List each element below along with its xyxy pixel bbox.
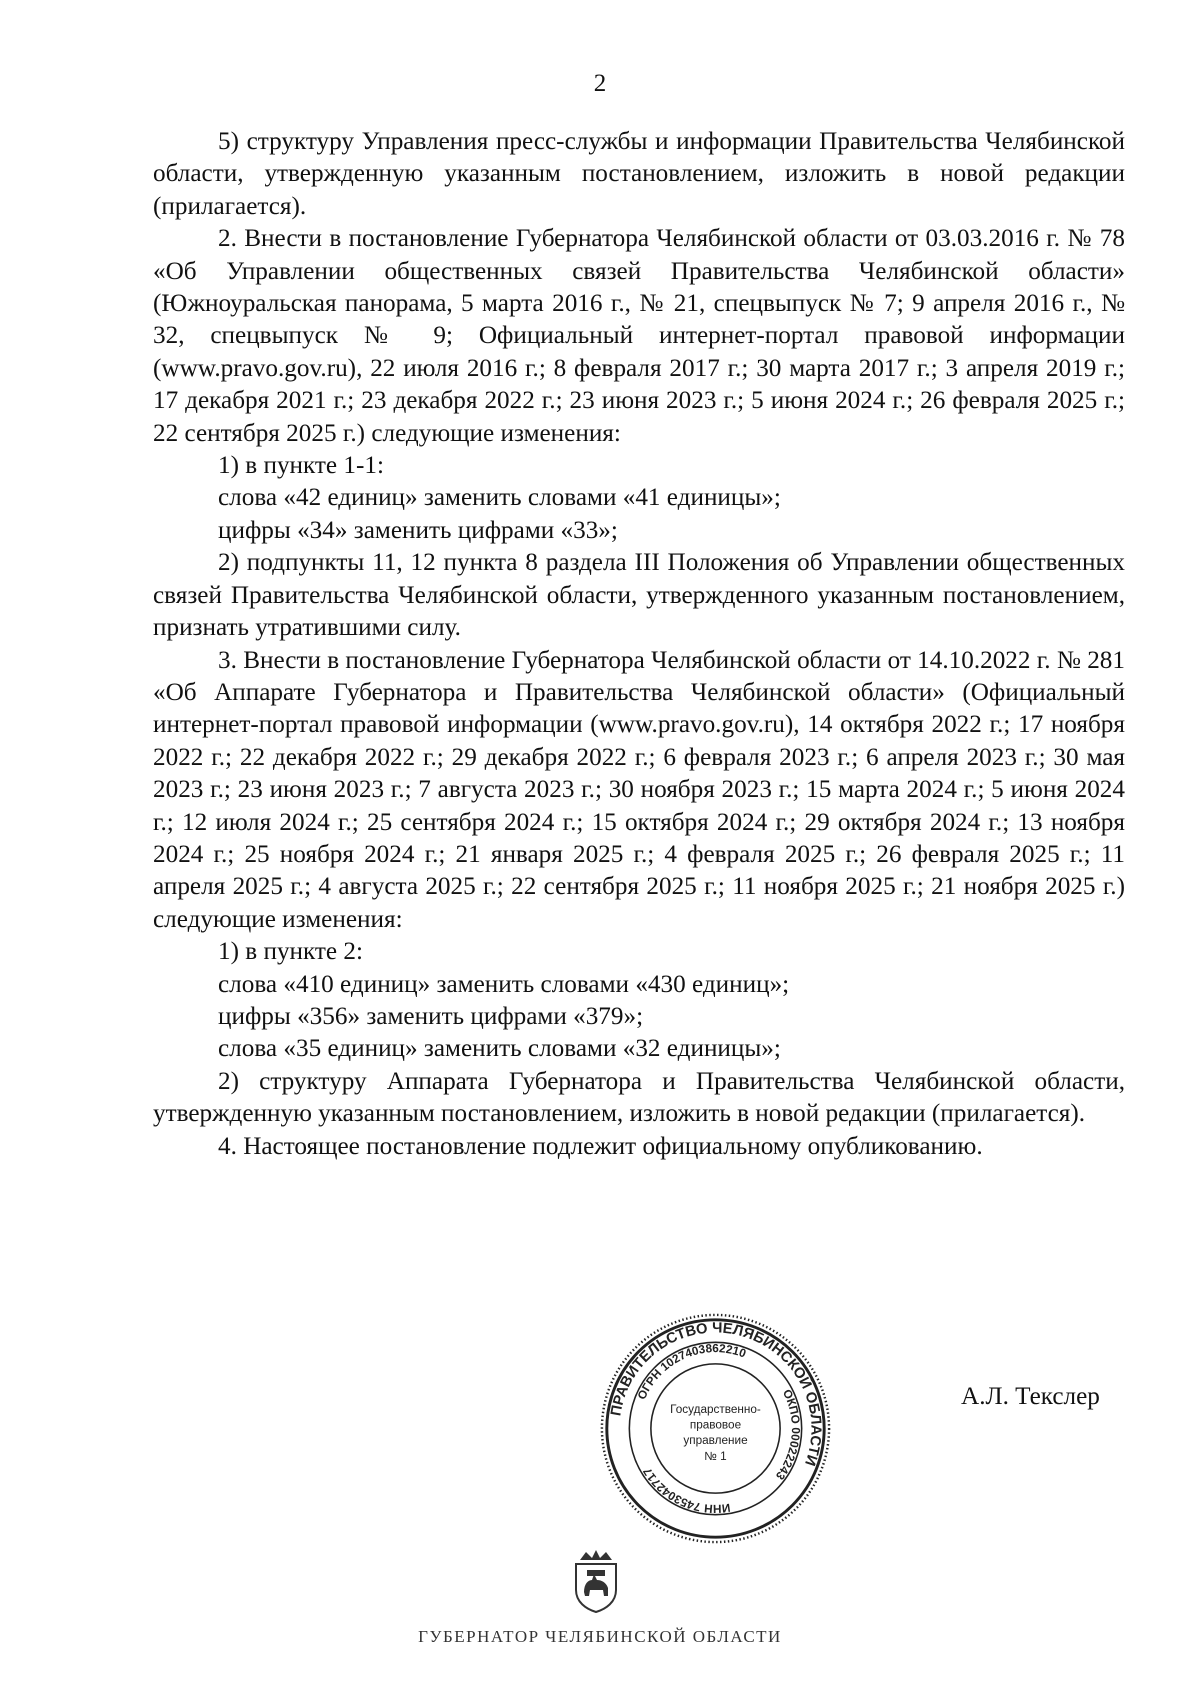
official-seal-icon (598, 1311, 833, 1546)
seal-inn: ИНН 7453042717 (640, 1465, 732, 1515)
signer-name: А.Л. Текслер (961, 1383, 1100, 1410)
paragraph: 3. Внести в постановление Губернатора Челябинской области от 14.10.2022 г. № 281 «Об Аппарате Губернатора и Правительства Челябинской области» (Официальный интернет-портал правовой информации (www.pravo.gov.ru), 14 октября 2022 г.; 17 ноября 2022 г.; 22 декабря 2022 г.; 29 декабря 2022 г.; 6 февраля 2023 г.; 6 апреля 2023 г.; 30 мая 2023 г.; 23 июня 2023 г.; 7 августа 2023 г.; 30 ноября 2023 г.; 15 марта 2024 г.; 5 июня 2024 г.; 12 июля 2024 г.; 25 сентября 2024 г.; 15 октября 2024 г.; 29 октября 2024 г.; 13 ноября 2024 г.; 25 ноября 2024 г.; 21 января 2025 г.; 4 февраля 2025 г.; 26 февраля 2025 г.; 11 апреля 2025 г.; 4 августа 2025 г.; 22 сентября 2025 г.; 11 ноября 2025 г.; 21 ноября 2025 г.) следующие изменения: (153, 646, 1125, 933)
paragraph: цифры «356» заменить цифрами «379»; (218, 1002, 644, 1030)
svg-text:ОГРН 1027403862210 (635, 1342, 748, 1402)
paragraph: 2. Внести в постановление Губернатора Челябинской области от 03.03.2016 г. № 78 «Об Управлении общественных связей Правительства Челябинской области» (Южноуральская панорама, 5 марта 2016 г., № 21, спецвыпуск № 7; 9 апреля 2016 г., № 32, спецвыпуск № 9; Официальный интернет-портал правовой информации (www.pravo.gov.ru), 22 июля 2016 г.; 8 февраля 2017 г.; 30 марта 2017 г.; 3 апреля 2019 г.; 17 декабря 2021 г.; 23 декабря 2022 г.; 23 июня 2023 г.; 5 июня 2024 г.; 26 февраля 2025 г.; 22 сентября 2025 г.) следующие изменения: (153, 225, 1125, 447)
document-body (153, 126, 1125, 1163)
seal-center-line: № 1 (704, 1449, 727, 1463)
footer-title: ГУБЕРНАТОР ЧЕЛЯБИНСКОЙ ОБЛАСТИ (418, 1627, 782, 1646)
paragraph: 1) в пункте 1-1: (218, 452, 384, 480)
paragraph: 5) структуру Управления пресс-службы и информации Правительства Челябинской области, утвержденную указанным постановлением, изложить в новой редакции (прилагается). (153, 128, 1125, 220)
paragraph: цифры «34» заменить цифрами «33»; (218, 516, 618, 544)
seal-center-line: правовое (689, 1418, 742, 1432)
paragraph: 1) в пункте 2: (218, 938, 364, 966)
seal-center-line: Государственно- (670, 1402, 761, 1416)
page-number: 2 (593, 70, 607, 97)
seal-ogrn: ОГРН 1027403862210 (635, 1342, 748, 1402)
paragraph: 2) структуру Аппарата Губернатора и Правительства Челябинской области, утвержденную указанным постановлением, изложить в новой редакции (прилагается). (153, 1067, 1125, 1128)
paragraph: 2) подпункты 11, 12 пункта 8 раздела III Положения об Управлении общественных связей Правительства Челябинской области, утвержденного указанным постановлением, признать утратившими силу. (153, 549, 1125, 642)
paragraph: слова «42 единиц» заменить словами «41 единицы»; (218, 484, 781, 512)
paragraph: 4. Настоящее постановление подлежит официальному опубликованию. (218, 1132, 983, 1160)
seal-outer-text: ПРАВИТЕЛЬСТВО ЧЕЛЯБИНСКОЙ ОБЛАСТИ (608, 1320, 824, 1468)
seal-okpo: ОКПО 00022243 (772, 1387, 802, 1482)
paragraph: слова «410 единиц» заменить словами «430 единиц»; (218, 970, 790, 998)
svg-text:ИНН 7453042717 (641, 1465, 731, 1515)
paragraph: слова «35 единиц» заменить словами «32 единицы»; (218, 1035, 781, 1063)
svg-text:ОКПО 00022243 (773, 1387, 802, 1482)
svg-text:ПРАВИТЕЛЬСТВО ЧЕЛЯБИНСКОЙ ОБЛА (608, 1320, 823, 1467)
seal-rings (602, 1315, 829, 1542)
coat-of-arms-icon (570, 1548, 622, 1614)
seal-center-line: управление (683, 1434, 748, 1448)
